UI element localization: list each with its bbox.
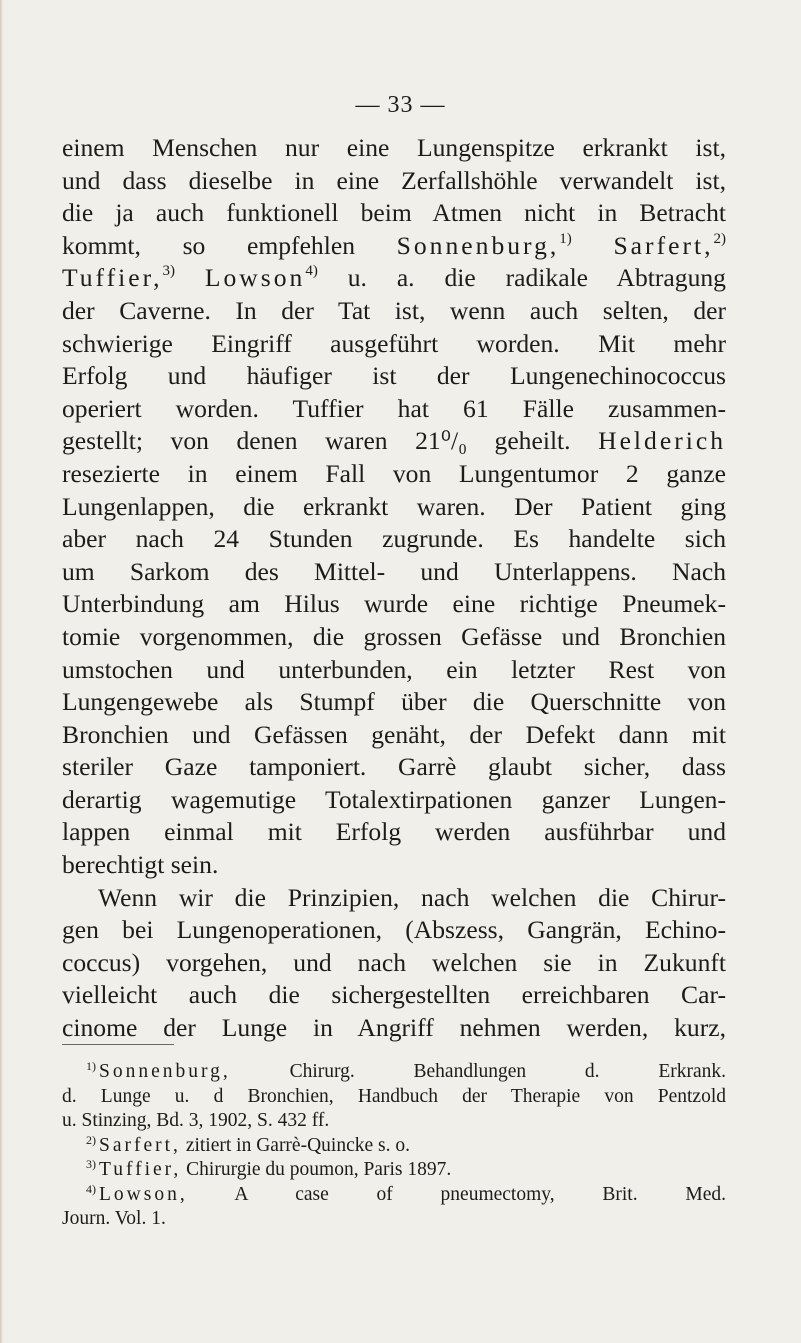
text-line: umstochen und unterbunden, ein letzter Rest von: [62, 654, 726, 684]
author-sonnenburg: Sonnenburg,: [396, 230, 560, 260]
footnote-author: Lowson,: [99, 1183, 188, 1205]
text-line: cinome der Lunge in Angriff nehmen werden, kurz,: [62, 1013, 726, 1043]
text-line: Unterbindung am Hilus wurde eine richtige Pneumek-: [62, 589, 726, 619]
text-line: derartig wagemutige Totalextirpationen ganzer Lungen-: [62, 784, 726, 814]
author-lowson: Lowson: [204, 263, 306, 293]
text-line: Wenn wir die Prinzipien, nach welchen die Chirur-: [98, 882, 726, 912]
footnote-4-continued: Journ. Vol. 1.: [62, 1208, 166, 1229]
text-line: Erfolg und häufiger ist der Lungenechinococcus: [62, 361, 726, 391]
footnote-author: Tuffier,: [99, 1159, 182, 1180]
footnote-1-continued: d. Lunge u. d Bronchien, Handbuch der Therapie von Pentzold: [62, 1085, 726, 1107]
scan-edge: [0, 0, 3, 1343]
text-segment: kommt, so empfehlen: [62, 230, 355, 260]
footnote-divider: [62, 1044, 174, 1045]
text-line: Bronchien und Gefässen genäht, der Defekt dann mit: [62, 719, 726, 749]
text-line: die ja auch funktionell beim Atmen nicht in Betracht: [62, 198, 726, 228]
text-line: vielleicht auch die sichergestellten erreichbaren Car-: [62, 980, 726, 1010]
text-line: Lungenlappen, die erkrankt waren. Der Patient ging: [62, 491, 726, 521]
author-helderich: Helderich: [598, 426, 726, 456]
text-line: resezierte in einem Fall von Lungentumor 2 ganze: [62, 458, 726, 488]
text-line-citations: [62, 230, 726, 263]
text-line: tomie vorgenommen, die grossen Gefässe und Bronchien: [62, 621, 726, 651]
text-line: einem Menschen nur eine Lungenspitze erkrankt ist,: [62, 133, 726, 162]
footnote-ref: 4): [305, 263, 318, 280]
author-tuffier: Tuffier,: [62, 263, 163, 293]
footnote-1-continued: u. Stinzing, Bd. 3, 1902, S. 432 ff.: [62, 1110, 330, 1131]
footnotes: [62, 1060, 726, 1232]
footnote-author: Sarfert,: [99, 1134, 181, 1156]
footnote-ref: 2): [713, 230, 726, 247]
author-sarfert: Sarfert,: [613, 230, 714, 260]
text-line: steriler Gaze tamponiert. Garrè glaubt sicher, dass: [62, 752, 726, 782]
text-segment: gestellt; von denen waren 21⁰/₀ geheilt.: [62, 426, 571, 456]
page-number: — 33 —: [355, 92, 446, 118]
footnote-3: $^{3)}$ Tuffier, Chirurgie du poumon, Paris 1897.: [86, 1157, 452, 1180]
text-line: der Caverne. In der Tat ist, wenn auch selten, der: [62, 295, 726, 325]
footnote-ref: 3): [162, 263, 175, 280]
text-line: Lungengewebe als Stumpf über die Querschnitte von: [62, 687, 726, 717]
text-line: um Sarkom des Mittel- und Unterlappens. Nach: [62, 556, 726, 586]
text-line: coccus) vorgehen, und nach welchen sie in Zukunft: [62, 947, 726, 977]
text-line: schwierige Eingriff ausgeführt worden. Mit mehr: [62, 328, 726, 358]
text-line: aber nach 24 Stunden zugrunde. Es handelte sich: [62, 524, 726, 554]
text-line-citations: [62, 262, 726, 295]
footnote-1: $^{1)}$ Sonnenburg, Chirurg. Behandlungen d. Erkrank.: [86, 1059, 726, 1082]
text-line: gen bei Lungenoperationen, (Abszess, Gangrän, Echino-: [62, 915, 726, 945]
footnote-author: Sonnenburg,: [99, 1061, 231, 1082]
footnote-ref: 1): [559, 230, 572, 247]
text-line: operiert worden. Tuffier hat 61 Fälle zusammen-: [62, 393, 726, 423]
text-line: und dass dieselbe in eine Zerfallshöhle verwandelt ist,: [62, 165, 726, 195]
text-segment: u. a. die radikale Abtragung: [347, 263, 726, 293]
text-line: berechtigt sein.: [62, 850, 219, 880]
footnote-4: $^{4)}$ Lowson, A case of pneumectomy, Brit. Med.: [86, 1181, 726, 1205]
footnote-2: $^{2)}$ Sarfert, zitiert in Garrè-Quincke s. o.: [86, 1132, 410, 1156]
text-line: lappen einmal mit Erfolg werden ausführbar und: [62, 817, 726, 847]
text-line-citations: [62, 425, 726, 458]
body-text: [62, 132, 726, 1045]
